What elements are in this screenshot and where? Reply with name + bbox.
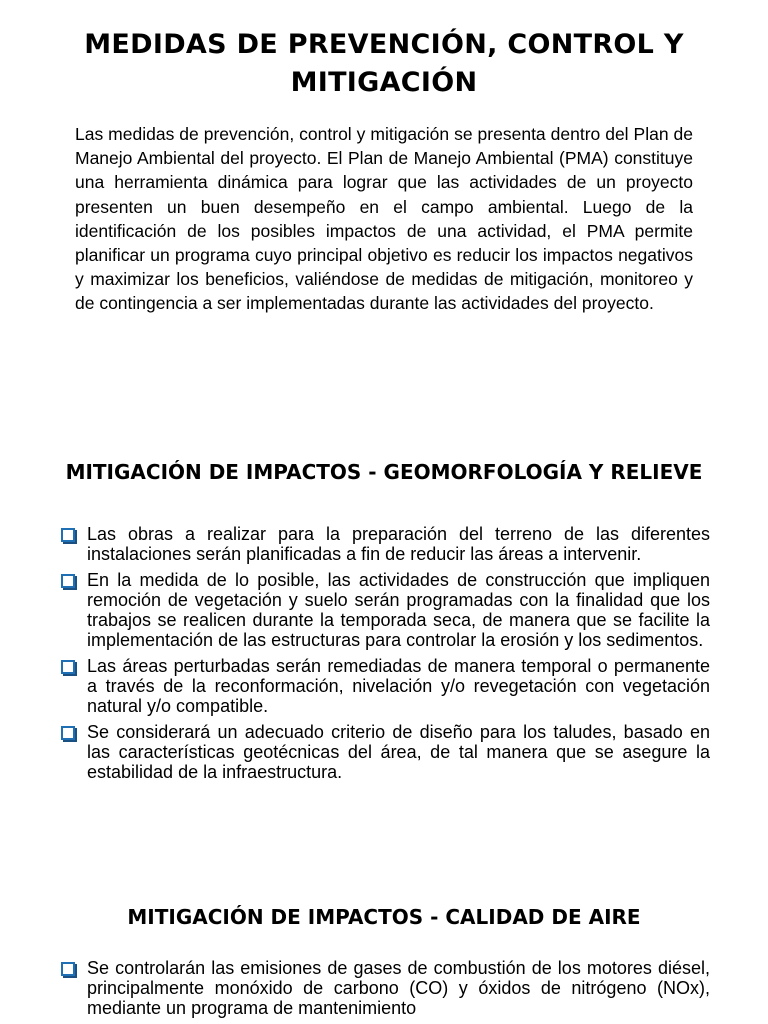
list-item xyxy=(60,570,710,650)
section-title-geomorfologia: MITIGACIÓN DE IMPACTOS - GEOMORFOLOGÍA Y RELIEVE xyxy=(65,460,703,484)
list-item-text: Las áreas perturbadas serán remediadas de manera temporal o permanente a través de la reconformación, nivelación y/o revegetación con vegetación natural y/o compatible. xyxy=(87,656,710,716)
list-item xyxy=(60,722,710,782)
list-item-text: Se considerará un adecuado criterio de diseño para los taludes, basado en las características geotécnicas del área, de tal manera que se asegure la estabilidad de la infraestructura. xyxy=(87,722,710,782)
bullet-list-calidad-aire xyxy=(60,958,710,1024)
list-item-text: Las obras a realizar para la preparación del terreno de las diferentes instalaciones serán planificadas a fin de reducir las áreas a intervenir. xyxy=(87,524,710,564)
bullet-list-geomorfologia xyxy=(60,524,710,788)
intro-paragraph: Las medidas de prevención, control y mitigación se presenta dentro del Plan de Manejo Ambiental del proyecto. El Plan de Manejo Ambiental (PMA) constituye una herramienta dinámica para lograr que las actividades de un proyecto presenten un buen desempeño en el campo ambiental. Luego de la identificación de los posibles impactos de una actividad, el PMA permite planificar un programa cuyo principal objetivo es reducir los impactos negativos y maximizar los beneficios, valiéndose de medidas de mitigación, monitoreo y de contingencia a ser implementadas durante las actividades del proyecto. xyxy=(75,124,693,314)
list-item xyxy=(60,524,710,564)
list-item xyxy=(60,656,710,716)
list-item-text: Se controlarán las emisiones de gases de combustión de los motores diésel, principalmente monóxido de carbono (CO) y óxidos de nitrógeno (NOx), mediante un programa de mantenimiento xyxy=(87,958,710,1018)
checkbox-icon xyxy=(61,574,75,588)
checkbox-icon xyxy=(61,962,75,976)
checkbox-icon xyxy=(61,726,75,740)
list-item xyxy=(60,958,710,1018)
checkbox-icon xyxy=(61,528,75,542)
list-item-text: En la medida de lo posible, las actividades de construcción que impliquen remoción de vegetación y suelo serán programadas con la finalidad que los trabajos se realicen durante la temporada seca, de manera que se facilite la implementación de las estructuras para controlar la erosión y los sedimentos. xyxy=(87,570,710,650)
section-title-calidad-aire: MITIGACIÓN DE IMPACTOS - CALIDAD DE AIRE xyxy=(127,905,641,929)
checkbox-icon xyxy=(61,660,75,674)
page-title: MEDIDAS DE PREVENCIÓN, CONTROL Y MITIGACIÓN xyxy=(84,29,684,98)
